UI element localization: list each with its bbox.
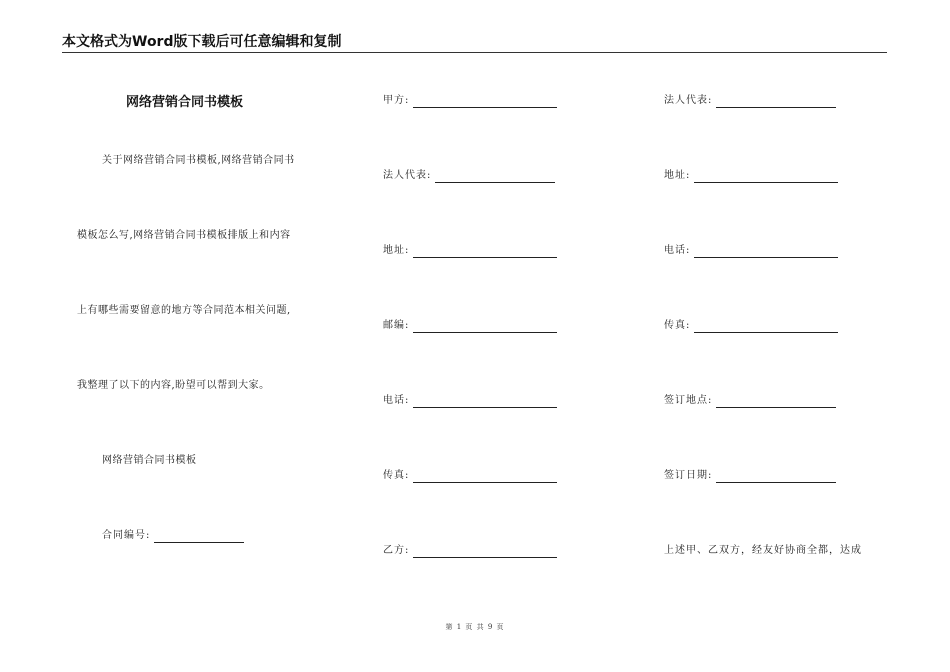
contract-number-blank — [154, 532, 244, 543]
document-title: 网络营销合同书模板 — [126, 95, 244, 110]
sign-date-label: 签订日期: — [664, 470, 713, 481]
party-a-field — [383, 94, 557, 108]
intro-paragraph-line-2: 模板怎么写,网络营销合同书模板排版上和内容 — [77, 230, 291, 241]
party-b-legal-rep-field — [664, 94, 836, 108]
contract-number-label: 合同编号: — [102, 530, 151, 541]
party-b-phone-field — [664, 244, 838, 258]
contract-number-field — [102, 529, 244, 543]
party-b-fax-blank — [694, 322, 838, 333]
party-a-fax-field — [383, 469, 557, 483]
party-b-blank — [413, 547, 557, 558]
party-a-phone-label: 电话: — [383, 395, 410, 406]
sign-place-label: 签订地点: — [664, 395, 713, 406]
party-a-fax-blank — [413, 472, 557, 483]
closing-paragraph-line: 上述甲、乙双方，经友好协商全都，达成 — [664, 545, 862, 556]
intro-paragraph-line-1: 关于网络营销合同书模板,网络营销合同书 — [102, 155, 295, 166]
party-a-blank — [413, 97, 557, 108]
party-a-address-field — [383, 244, 557, 258]
intro-paragraph-line-3: 上有哪些需要留意的地方等合同范本相关问题, — [77, 305, 291, 316]
sign-date-blank — [716, 472, 836, 483]
party-a-legal-rep-blank — [435, 172, 555, 183]
sign-place-field — [664, 394, 836, 408]
party-b-label: 乙方: — [383, 545, 410, 556]
party-a-postcode-field — [383, 319, 557, 333]
party-a-address-label: 地址: — [383, 245, 410, 256]
header-text: 本文格式为Word版下载后可任意编辑和复制 — [62, 34, 342, 50]
party-a-postcode-label: 邮编: — [383, 320, 410, 331]
party-a-address-blank — [413, 247, 557, 258]
sign-date-field — [664, 469, 836, 483]
party-b-phone-label: 电话: — [664, 245, 691, 256]
party-a-postcode-blank — [413, 322, 557, 333]
party-b-legal-rep-blank — [716, 97, 836, 108]
party-b-field — [383, 544, 557, 558]
page-number-footer: 第 1 页 共 9 页 — [445, 623, 505, 631]
party-a-label: 甲方: — [383, 95, 410, 106]
party-b-address-blank — [694, 172, 838, 183]
party-a-phone-blank — [413, 397, 557, 408]
party-a-fax-label: 传真: — [383, 470, 410, 481]
party-b-address-label: 地址: — [664, 170, 691, 181]
party-a-legal-rep-field — [383, 169, 555, 183]
party-a-phone-field — [383, 394, 557, 408]
template-subtitle: 网络营销合同书模板 — [102, 455, 197, 466]
party-b-fax-field — [664, 319, 838, 333]
party-b-phone-blank — [694, 247, 838, 258]
document-header — [62, 34, 887, 53]
party-b-fax-label: 传真: — [664, 320, 691, 331]
intro-paragraph-line-4: 我整理了以下的内容,盼望可以帮到大家。 — [77, 380, 270, 391]
party-b-address-field — [664, 169, 838, 183]
party-b-legal-rep-label: 法人代表: — [664, 95, 713, 106]
party-a-legal-rep-label: 法人代表: — [383, 170, 432, 181]
sign-place-blank — [716, 397, 836, 408]
